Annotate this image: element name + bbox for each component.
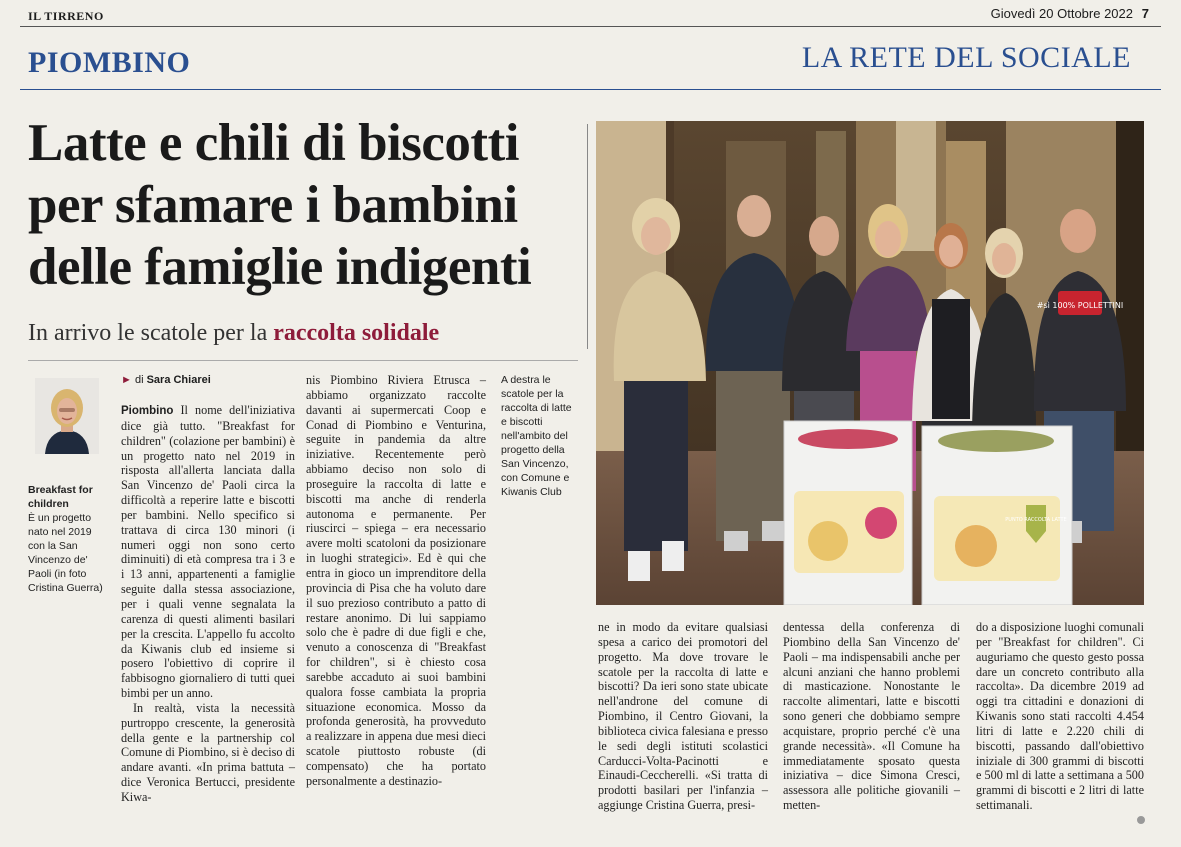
author-name: Sara Chiarei <box>146 374 211 386</box>
rubric-title: LA RETE DEL SOCIALE <box>801 41 1131 74</box>
masthead: IL TIRRENO <box>28 9 104 23</box>
paragraph: ne in modo da evitare qualsiasi spesa a carico dei promotori del progetto. Ma dove trovare le scatole per la raccolta di latte e biscotti? Da ieri sono state ubicate nell'androne del comune di Piombino, il Centro Giovani, la biblioteca civica falesiana e presso le sedi degli istituti scolastici Carducci-Volta-Pacinotti e Einaudi-Ceccherelli. «Si tratta di prodotti basilari per l'infanzia – aggiunge Cristina Guerra, presi- <box>598 620 768 813</box>
issue-date: Giovedì 20 Ottobre 2022 <box>990 6 1133 21</box>
section-title: PIOMBINO <box>28 46 191 79</box>
subhead-text: In arrivo le scatole per la <box>28 320 268 346</box>
paragraph: In realtà, vista la necessità purtroppo crescente, la generosità della gente e la partnership col Comune di Piombino, si è deciso di andare avanti. «In prima battuta – dice Veronica Bertucci, presidente Kiwa- <box>121 700 295 804</box>
box-label: PUNTO RACCOLTA LATTE <box>1005 517 1067 523</box>
section-rule <box>20 89 1161 90</box>
paragraph: Il nome dell'iniziativa dice già tutto. "Breakfast for children" (colazione per bambini) è un progetto nato nel 2019 in risposta all'allerta lanciata dalla San Vincenzo de' Paoli circa la difficoltà a reperire latte e biscotti per bambini. Nello specifico si trattava di circa 130 minori (i numeri oggi non sono certo diminuiti) di età compresa tra i 3 e i 13 anni, appartenenti a famiglie seguite dalla stessa associazione, per i quali venne segnalata la carenza di questi alimenti basilari per la crescita. L'appello fu accolto da Kiwanis club ed insieme si posero l'obiettivo di coprire il fabbisogno giornaliero di tutti quei bimbi per un anno. <box>121 403 296 701</box>
portrait-caption <box>28 483 106 595</box>
header-rule <box>20 26 1161 27</box>
portrait-photo <box>35 378 99 454</box>
text-column-1 <box>121 403 295 805</box>
subheadline <box>28 320 439 347</box>
page-number: 7 <box>1141 6 1149 21</box>
tshirt-print: #sì 100% POLLETTINI <box>1036 301 1124 310</box>
paragraph: dentessa della conferenza di Piombino della San Vincenzo de' Paoli – ma indispensabili anche per alcuni anziani che hanno problemi di masticazione. Nonostante le raccolte alimentari, latte e biscotti sono generi che dobbiamo sempre acquistare, proprio perché c'è una grande necessità». «Il Comune ha immediatamente sposato questa iniziativa – dice Simona Cresci, assessora alle politiche giovanili – metten- <box>783 620 960 813</box>
subhead-rule <box>28 360 578 361</box>
text-column-2 <box>306 373 486 789</box>
subhead-highlight: raccolta solidale <box>273 320 440 346</box>
headline <box>28 112 588 298</box>
byline-prefix: di <box>134 374 144 386</box>
byline-marker-icon: ► <box>121 374 132 386</box>
headline-line: per sfamare i bambini <box>28 176 518 234</box>
portrait-caption-text: È un progetto nato nel 2019 con la San Vincenzo de' Paoli (in foto Cristina Guerra) <box>28 512 103 594</box>
paragraph: do a disposizione luoghi comunali per "Breakfast for children". Ci auguriamo che questo gesto possa dare un concreto contributo alla raccolta». Da dicembre 2019 ad oggi tra cittadini e donazioni di Kiwanis sono stati raccolti 4.454 litri di latte e 2.220 chili di biscotti, passando dall'obiettivo iniziale di 300 grammi di biscotti e 500 ml di latte a settimana a 500 grammi di biscotti e 2 litri di latte settimanali. <box>976 620 1144 813</box>
photo-caption: A destra le scatole per la raccolta di latte e biscotti nell'ambito del progetto della San Vincenzo, con Comune e Kiwanis Club <box>501 374 572 498</box>
portrait-caption-title: Breakfast for children <box>28 484 93 510</box>
end-mark-icon <box>1137 816 1145 824</box>
text-column-4 <box>783 620 960 813</box>
text-column-3 <box>598 620 768 813</box>
paragraph: nis Piombino Riviera Etrusca – abbiamo organizzato raccolte davanti ai supermercati Coop e Conad di Piombino e Venturina, seguite in pandemia da altre iniziative. Recentemente però abbiamo deciso non solo di proseguire la raccolta di latte e biscotti ma anche di renderla autonoma e permanente. Per riuscirci – spiega – era necessario avere molti scatoloni da posizionare in luoghi strategici». Ed è qui che entra in gioco un imprenditore della provincia di Pisa che ha voluto dare il suo prezioso contributo a patto di restare anonimo. Di lui sappiamo solo che è padre di due figli e che, venuto a conoscenza di "Breakfast for children", si è chiesto cosa sarebbe accaduto ai suoi bambini qualora fosse cambiata la propria situazione economica. Mosso da profonda generosità, ha provveduto a realizzare in appena due mesi dieci scatole piuttosto robuste (di compensato) che ha portato personalmente a destinazio- <box>306 373 486 788</box>
byline <box>121 374 211 386</box>
headline-line: delle famiglie indigenti <box>28 238 532 296</box>
headline-line: Latte e chili di biscotti <box>28 114 519 172</box>
group-photo <box>596 121 1144 605</box>
dateline-city: Piombino <box>121 405 174 417</box>
text-column-5 <box>976 620 1144 813</box>
column-divider <box>587 124 588 349</box>
